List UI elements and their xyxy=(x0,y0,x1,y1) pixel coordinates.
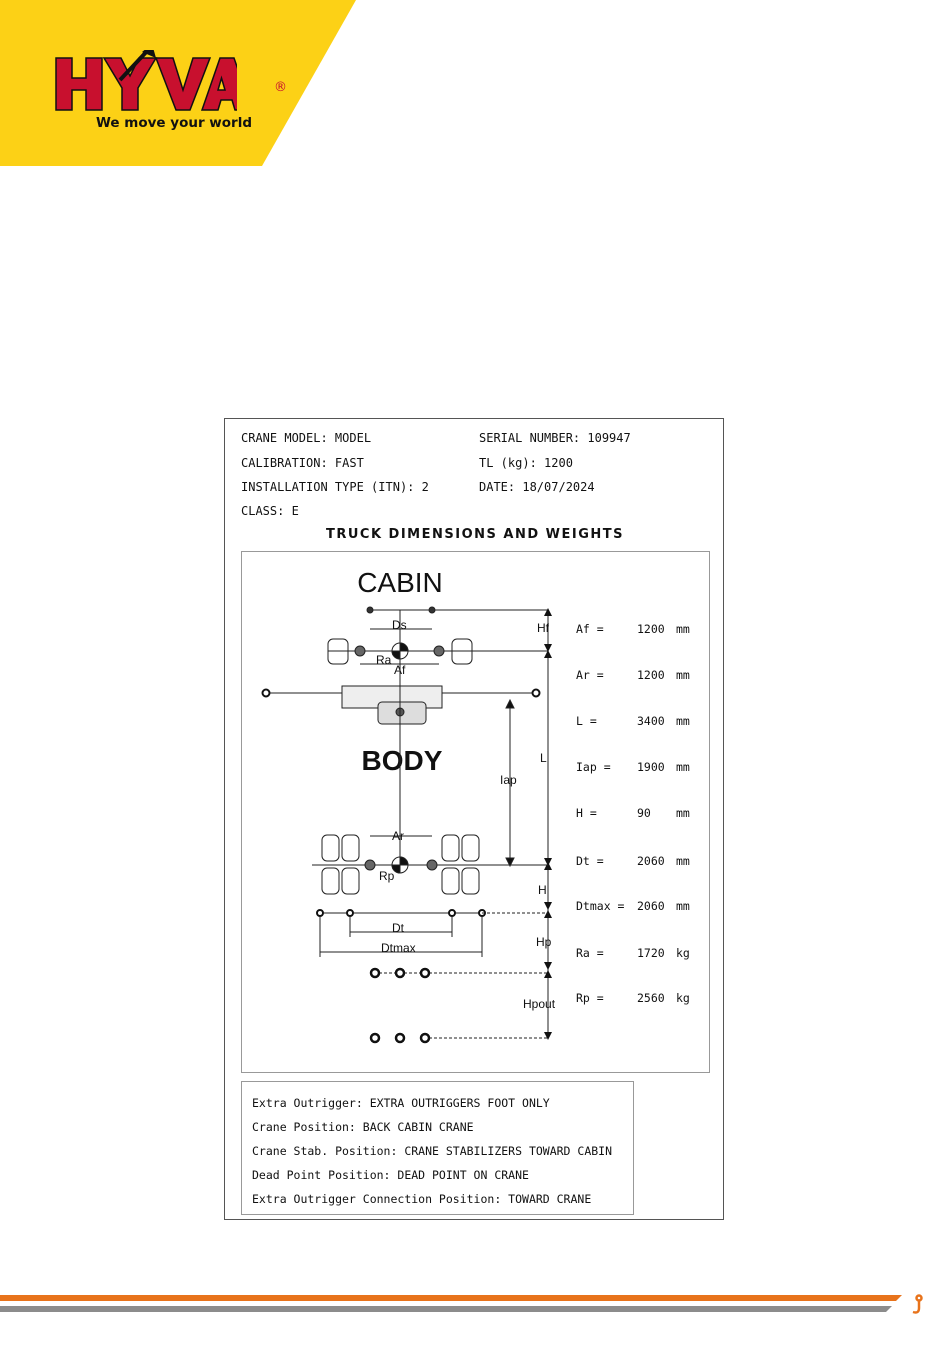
dim-value: 2060 xyxy=(637,854,665,868)
hp-label: Hp xyxy=(536,935,552,949)
class: CLASS: E xyxy=(241,504,299,518)
footer-stripes xyxy=(0,1290,950,1330)
dim-name: Dt = xyxy=(576,854,604,868)
calibration: CALIBRATION: FAST xyxy=(241,456,364,470)
dim-value: 1720 xyxy=(637,946,665,960)
note-dead-point-position: Dead Point Position: DEAD POINT ON CRANE xyxy=(252,1168,529,1182)
dim-name: L = xyxy=(576,714,597,728)
crane-model: CRANE MODEL: MODEL xyxy=(241,431,372,445)
dt-label: Dt xyxy=(392,921,404,935)
dim-value: 3400 xyxy=(637,714,665,728)
dim-name: Ar = xyxy=(576,668,604,682)
dim-unit: kg xyxy=(676,991,690,1005)
truck-diagram xyxy=(241,551,710,1073)
hf-label: Hf xyxy=(537,621,549,635)
dim-value: 1900 xyxy=(637,760,665,774)
serial-number: SERIAL NUMBER: 109947 xyxy=(479,431,631,445)
dim-value: 1200 xyxy=(637,668,665,682)
brand-tagline: We move your world xyxy=(96,115,253,131)
crane-spec-sheet xyxy=(224,418,724,1220)
note-crane-position: Crane Position: BACK CABIN CRANE xyxy=(252,1120,474,1134)
note-extra-outrigger-connection: Extra Outrigger Connection Position: TOWARD CRANE xyxy=(252,1192,592,1206)
installation-type: INSTALLATION TYPE (ITN): 2 xyxy=(241,480,429,494)
dim-unit: mm xyxy=(676,854,690,868)
dim-unit: kg xyxy=(676,946,690,960)
dim-name: Dtmax = xyxy=(576,899,625,913)
hook-icon xyxy=(913,1296,922,1313)
ar-label: Ar xyxy=(392,829,404,843)
dim-value: 1200 xyxy=(637,622,665,636)
rp-label: Rp xyxy=(379,869,395,883)
ds-label: Ds xyxy=(392,618,407,632)
dtmax-label: Dtmax xyxy=(381,941,416,955)
dim-unit: mm xyxy=(676,760,690,774)
l-label: L xyxy=(540,751,547,765)
dim-unit: mm xyxy=(676,622,690,636)
registered-mark: ® xyxy=(274,80,287,95)
note-extra-outrigger: Extra Outrigger: EXTRA OUTRIGGERS FOOT ONLY xyxy=(252,1096,550,1110)
iap-label: Iap xyxy=(500,773,517,787)
ra-label: Ra xyxy=(376,653,392,667)
date: DATE: 18/07/2024 xyxy=(479,480,595,494)
hyva-wordmark xyxy=(52,50,237,120)
body-label: BODY xyxy=(361,745,443,776)
dim-name: Iap = xyxy=(576,760,611,774)
dim-name: H = xyxy=(576,806,597,820)
note-crane-stab-position: Crane Stab. Position: CRANE STABILIZERS TOWARD CABIN xyxy=(252,1144,613,1158)
dim-value: 2560 xyxy=(637,991,665,1005)
cabin-label: CABIN xyxy=(357,567,443,598)
dim-name: Ra = xyxy=(576,946,604,960)
installation-notes xyxy=(241,1081,634,1215)
h-label: H xyxy=(538,883,547,897)
dim-unit: mm xyxy=(676,668,690,682)
dim-unit: mm xyxy=(676,899,690,913)
dim-unit: mm xyxy=(676,806,690,820)
dim-name: Af = xyxy=(576,622,604,636)
tl-kg: TL (kg): 1200 xyxy=(479,456,573,470)
dim-value: 90 xyxy=(637,806,651,820)
dim-value: 2060 xyxy=(637,899,665,913)
dim-unit: mm xyxy=(676,714,690,728)
af-label: Af xyxy=(394,663,406,677)
section-title: TRUCK DIMENSIONS AND WEIGHTS xyxy=(325,527,624,542)
hpout-label: Hpout xyxy=(523,997,556,1011)
dim-name: Rp = xyxy=(576,991,604,1005)
